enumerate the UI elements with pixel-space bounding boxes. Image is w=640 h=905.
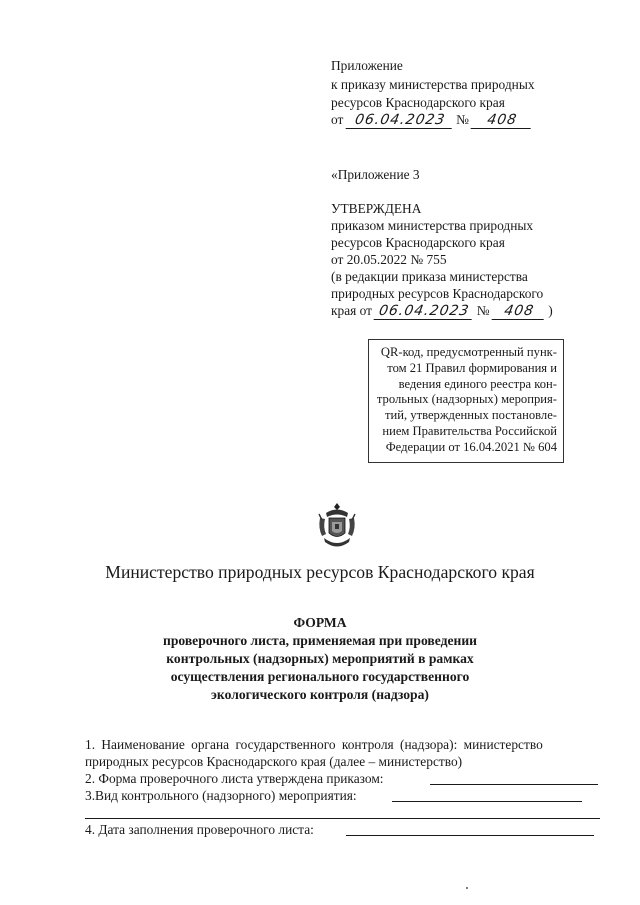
qr-box-line: трольных (надзорных) мероприя- bbox=[376, 392, 557, 407]
appendix-number-handwritten: 408 bbox=[471, 113, 534, 129]
coat-of-arms-icon bbox=[316, 500, 358, 552]
qr-box-line: тий, утвержденных постановле- bbox=[385, 408, 557, 423]
form-title-line: экологического контроля (надзора) bbox=[211, 687, 429, 702]
appendix3-line4: (в редакции приказа министерства bbox=[331, 269, 528, 284]
appendix-order-line: к приказу министерства природных bbox=[331, 77, 535, 92]
appendix3-date-line bbox=[331, 303, 553, 320]
field-4-label: 4. Дата заполнения проверочного листа: bbox=[85, 822, 314, 837]
field-1-line-2: природных ресурсов Краснодарского края (далее – министерство) bbox=[85, 754, 463, 769]
field-4-blank[interactable] bbox=[346, 835, 594, 836]
appendix3-date-prefix: края от bbox=[331, 303, 373, 318]
field-1-line-1: 1. Наименование органа государственного контроля (надзора): министерство bbox=[85, 737, 543, 752]
qr-box-line: нием Правительства Российской bbox=[382, 423, 557, 438]
form-title-line: проверочного листа, применяемая при проведении bbox=[162, 633, 478, 648]
form-title-line: осуществления регионального государственного bbox=[170, 669, 470, 684]
scan-speck bbox=[466, 887, 468, 889]
form-title-line: контрольных (надзорных) мероприятий в рамках bbox=[166, 651, 474, 666]
field-3-blank[interactable] bbox=[392, 801, 582, 802]
appendix-date-handwritten: 06.04.2023 bbox=[345, 113, 454, 129]
appendix3-number-handwritten: 408 bbox=[491, 304, 546, 320]
appendix3-line1: приказом министерства природных bbox=[331, 218, 534, 233]
qr-box-line: ведения единого реестра кон- bbox=[398, 376, 557, 391]
field-3-label: 3.Вид контрольного (надзорного) мероприятия: bbox=[85, 788, 357, 803]
appendix3-line2: ресурсов Краснодарского края bbox=[331, 235, 505, 250]
field-3-blank-continuation[interactable] bbox=[85, 818, 600, 819]
field-2-label: 2. Форма проверочного листа утверждена приказом: bbox=[85, 771, 384, 786]
qr-box-line: QR-код, предусмотренный пунк- bbox=[380, 345, 557, 359]
appendix3-number-sign: № bbox=[476, 303, 490, 318]
approved-label: УТВЕРЖДЕНА bbox=[331, 201, 422, 216]
appendix3-title: «Приложение 3 bbox=[331, 167, 420, 182]
form-heading: ФОРМА bbox=[293, 615, 347, 630]
appendix-date-prefix: от bbox=[331, 112, 344, 127]
appendix3-date-handwritten: 06.04.2023 bbox=[374, 304, 475, 320]
appendix-ministry-line: ресурсов Краснодарского края bbox=[331, 95, 505, 110]
appendix3-line3: от 20.05.2022 № 755 bbox=[331, 252, 447, 267]
appendix-date-line bbox=[331, 112, 532, 129]
appendix-label: Приложение bbox=[331, 58, 403, 73]
appendix3-closing-paren: ) bbox=[548, 303, 553, 318]
qr-box-line: Федерации от 16.04.2021 № 604 bbox=[385, 439, 557, 454]
qr-code-box bbox=[368, 339, 564, 463]
appendix-number-sign: № bbox=[456, 112, 469, 127]
qr-box-line: том 21 Правил формирования и bbox=[387, 360, 557, 375]
appendix3-line5: природных ресурсов Краснодарского bbox=[331, 286, 544, 301]
ministry-title: Министерство природных ресурсов Краснодарского края bbox=[105, 562, 535, 582]
field-2-blank[interactable] bbox=[430, 784, 598, 785]
